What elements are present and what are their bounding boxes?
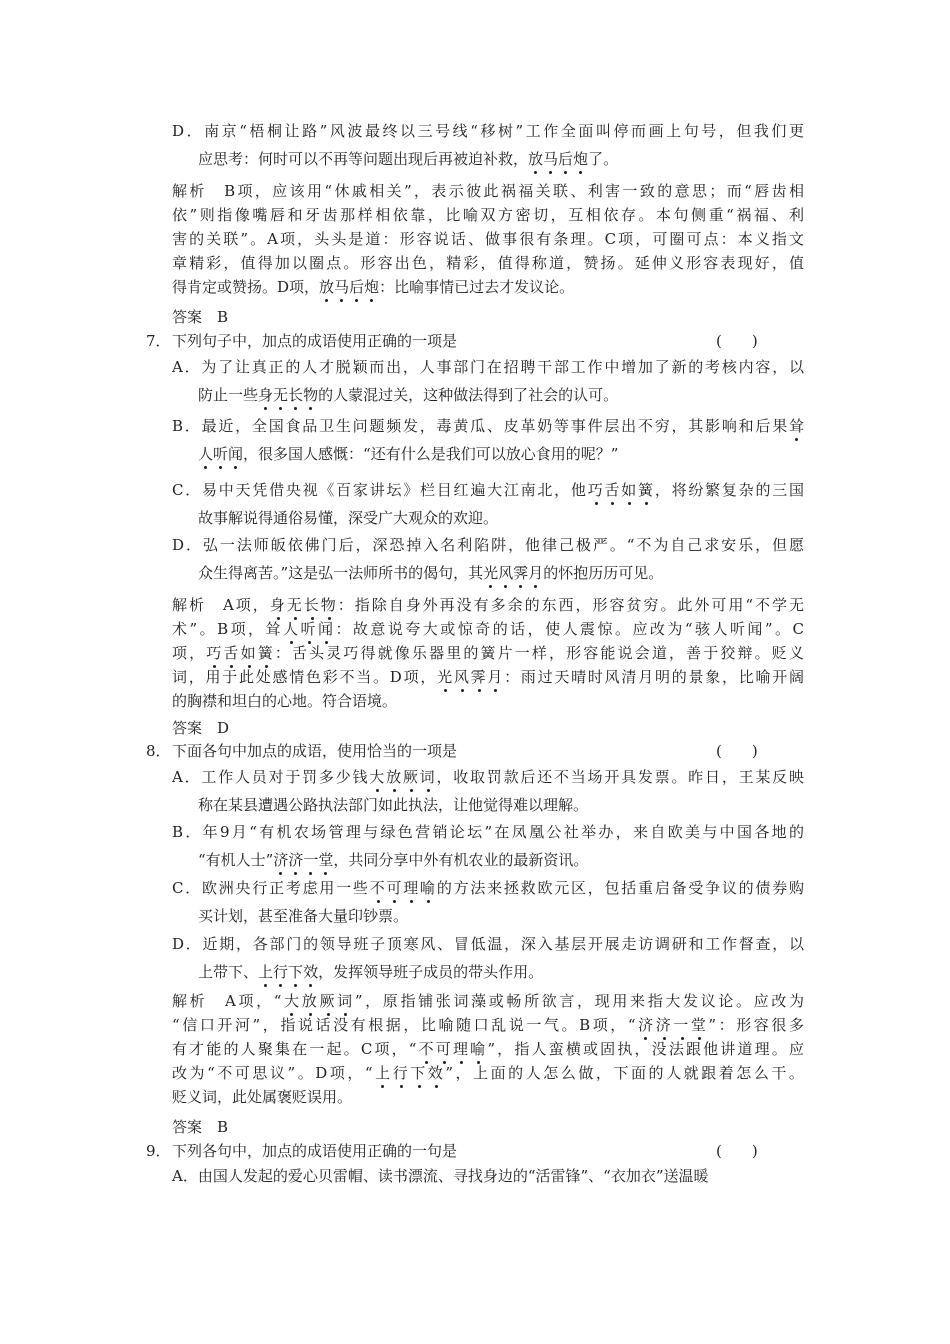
emphasis-dot-char: 月 [487,668,505,686]
option-line: B．年9月“有机农场管理与绿色营销论坛”在凤凰公社举办，来自欧美与中国各地的 [172,823,804,841]
answer-line: 答案 B [172,1118,229,1136]
emphasis-dot-char: 不 [369,879,387,897]
emphasis-dot-char: 一 [673,1016,691,1034]
emphasis-dot-char: 马 [543,150,559,168]
emphasis-dot-char: 听 [300,620,318,638]
emphasis-dot-char: 喻 [420,879,437,897]
emphasis-dot-char: 霁 [470,668,488,686]
emphasis-dot-char: 理 [403,879,421,897]
emphasis-dot-char: 后 [349,278,365,296]
emphasis-dot-char: 长 [303,596,321,614]
question-line: 下列句子中，加点的成语使用正确的一项是 [172,332,458,350]
emphasis-dot-char: 济 [655,1016,674,1034]
analysis-line: 贬义词，此处属褒贬误用。 [172,1088,353,1106]
emphasis-dot-char: 放 [386,768,403,786]
analysis-line: 解析 A项，“大放厥词”，原指铺张词藻或畅所欲言，现用来指大发议论。应改为 [172,992,804,1010]
emphasis-dot-char: 身 [269,596,287,614]
emphasis-dot-char: 堂 [690,1016,709,1034]
emphasis-dot-char: 光 [483,564,499,582]
emphasis-dot-char: 大 [281,992,302,1010]
emphasis-dot-char: 堂 [318,851,334,869]
emphasis-dot-char: 上 [258,963,274,981]
answer-line: 答案 B [172,308,229,326]
emphasis-dot-char: 风 [453,668,471,686]
emphasis-dot-char: 马 [334,278,350,296]
emphasis-dot-char: 放 [301,992,320,1010]
question-line: 下列各句中，加点的成语使用正确的一句是 [172,1142,458,1160]
emphasis-dot-char: 后 [558,150,574,168]
option-line: 应思考：何时可以不再等问题出现后再被迫补救，放马后炮了。 [198,150,619,168]
option-line: C．欧洲央行正考虑用一些不可理喻的方法来拯救欧元区，包括重启备受争议的债券购 [172,879,804,897]
emphasis-dot-char: 济 [288,851,304,869]
emphasis-dot-char: 不 [416,1040,436,1058]
option-line: 上带下、上行下效，发挥领导班子成员的带头作用。 [198,963,544,981]
option-line: 人听闻，很多国人感慨：“还有什么是我们可以放心食用的呢？” [198,445,619,463]
option-line: “有机人士”济济一堂，共同分享中外有机农业的最新资讯。 [198,851,589,869]
analysis-line: 术”。B项，耸人听闻：故意说夸大或惊奇的话，使人震惊。应改为“骇人听闻”。C [172,620,804,638]
emphasis-dot-char: 下 [410,1064,428,1082]
option-line: A．由国人发起的爱心贝雷帽、读书漂流、寻找身边的“活雷锋”、“衣加衣”送温暖 [172,1167,709,1185]
analysis-line: 章精彩，值得加以圈点。形容出色，精彩，值得称道，赞扬。延伸义形容表现好，值 [172,254,804,272]
emphasis-dot-char: 人 [283,620,301,638]
emphasis-dot-char: 霁 [513,564,529,582]
analysis-line: 词，用于此处感情色彩不当。D项，光风霁月：雨过天晴时风清月明的景象，比喻开阔 [172,668,804,686]
question-number: 7． [146,332,171,350]
emphasis-dot-char: 理 [452,1040,471,1058]
answer-line: 答案 D [172,719,230,737]
option-line: D．近期，各部门的领导班子顶寒风、冒低温，深入基层开展走访调研和工作督查，以 [172,935,804,953]
analysis-line: 依”则指像嘴唇和牙齿那样相依靠，比喻双方密切，互相依存。本句侧重“祸福、利 [172,206,804,224]
emphasis-dot-char: 如 [240,644,258,662]
emphasis-dot-char: 物 [303,386,319,404]
question-number: 8． [146,742,171,760]
option-line: 故事解说得通俗易懂，深受广大观众的欢迎。 [198,509,499,527]
analysis-line: 得肯定或赞扬。D项，放马后炮：比喻事情已过去才发议论。 [172,278,575,296]
emphasis-dot-char: 炮 [573,150,589,168]
emphasis-dot-char: 月 [528,564,544,582]
option-line: 买计划，甚至准备大量印钞票。 [198,907,409,925]
emphasis-dot-char: 闻 [228,445,244,463]
emphasis-dot-char: 词 [419,768,437,786]
option-line: C．易中天凭借央视《百家讲坛》栏目红遍大江南北，他巧舌如簧，将纷繁复杂的三国 [172,481,804,499]
emphasis-dot-char: 可 [435,1040,453,1058]
option-line: 众生得离苦。”这是弘一法师所书的偈句，其光风霁月的怀抱历历可见。 [198,564,664,582]
emphasis-dot-char: 闻 [317,620,336,638]
emphasis-dot-char: 大 [369,768,387,786]
option-line: B．最近，全国食品卫生问题频发，毒黄瓜、皮革奶等事件层出不穷，其影响和后果耸 [172,417,804,435]
answer-blank: ( ) [716,742,758,760]
option-line: 称在某县遭遇公路执法部门如此执法，让他觉得难以理解。 [198,796,589,814]
emphasis-dot-char: 无 [286,596,304,614]
emphasis-dot-char: 人 [198,445,214,463]
answer-blank: ( ) [716,1142,758,1160]
emphasis-dot-char: 听 [213,445,229,463]
emphasis-dot-char: 济 [273,851,289,869]
emphasis-dot-char: 如 [621,481,639,499]
emphasis-dot-char: 词 [337,992,355,1010]
analysis-line: 解析 A项，身无长物：指除自身外再没有多余的东西，形容贫穷。此外可用“不学无 [172,596,804,614]
analysis-line: 有才能的人聚集在一起。C项，“不可理喻”，指人蛮横或固执，没法跟他讲道理。应 [172,1040,804,1058]
option-line: D．弘一法师皈依佛门后，深恐掉入名利陷阱，他律己极严。“不为自己求安乐，但愿 [172,536,804,554]
emphasis-dot-char: 簧 [257,644,275,662]
analysis-line: 的胸襟和坦白的心地。符合语境。 [172,692,398,710]
emphasis-dot-char: 炮 [364,278,380,296]
emphasis-dot-char: 身 [258,386,274,404]
question-number: 9． [146,1142,171,1160]
emphasis-dot-char: 耸 [788,417,804,435]
emphasis-dot-char: 厥 [319,992,338,1010]
emphasis-dot-char: 巧 [587,481,605,499]
analysis-line: 项，巧舌如簧：舌头灵巧得就像乐器里的簧片一样，形容能说会道，善于狡辩。贬义 [172,644,804,662]
emphasis-dot-char: 效 [303,963,319,981]
option-line: A．为了让真正的人才脱颖而出，人事部门在招聘干部工作中增加了新的考核内容，以 [172,358,804,376]
emphasis-dot-char: 舌 [604,481,622,499]
emphasis-dot-char: 下 [288,963,304,981]
emphasis-dot-char: 风 [498,564,514,582]
emphasis-dot-char: 一 [303,851,319,869]
emphasis-dot-char: 喻 [470,1040,488,1058]
option-line: 防止一些身无长物的人蒙混过关，这种做法得到了社会的认可。 [198,386,619,404]
emphasis-dot-char: 放 [319,278,335,296]
emphasis-dot-char: 簧 [638,481,655,499]
emphasis-dot-char: 长 [288,386,304,404]
emphasis-dot-char: 行 [392,1064,411,1082]
analysis-line: 解析 B项，应该用“休戚相关”，表示彼此祸福关联、利害一致的意思；而“唇齿相 [172,182,804,200]
emphasis-dot-char: 厥 [402,768,420,786]
emphasis-dot-char: 巧 [206,644,224,662]
emphasis-dot-char: 济 [635,1016,656,1034]
emphasis-dot-char: 舌 [223,644,241,662]
option-line: D．南京“梧桐让路”风波最终以三号线“移树”工作全面叫停而画上句号，但我们更 [172,122,804,140]
analysis-line: 害的关联”。A项，头头是道：形容说话、做事很有条理。C项，可圈可点：本义指文 [172,230,804,248]
emphasis-dot-char: 行 [273,963,289,981]
emphasis-dot-char: 放 [528,150,544,168]
emphasis-dot-char: 光 [437,668,454,686]
option-line: A．工作人员对于罚多少钱大放厥词，收取罚款后还不当场开具发票。昨日，王某反映 [172,768,804,786]
emphasis-dot-char: 可 [386,879,404,897]
emphasis-dot-char: 无 [273,386,289,404]
analysis-line: “信口开河”，指说话没有根据，比喻随口乱说一气。B项，“济济一堂”：形容很多 [172,1016,804,1034]
question-line: 下面各句中加点的成语，使用恰当的一项是 [172,742,458,760]
answer-blank: ( ) [716,332,758,350]
emphasis-dot-char: 物 [320,596,338,614]
emphasis-dot-char: 上 [372,1064,393,1082]
analysis-line: 改为“不可思议”。D项，“上行下效”，上面的人怎么做，下面的人就跟着怎么干。 [172,1064,804,1082]
emphasis-dot-char: 效 [427,1064,446,1082]
